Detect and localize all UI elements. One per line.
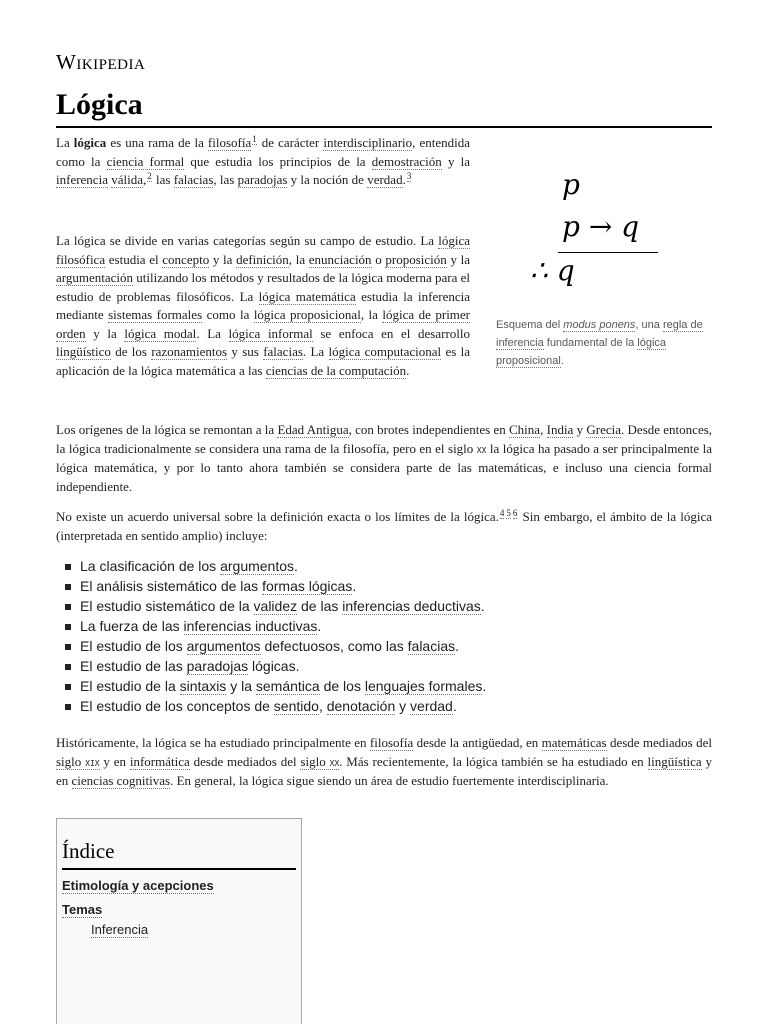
text: El estudio de las (80, 658, 187, 674)
link-inferencias-inductivas[interactable]: inferencias inductivas (183, 618, 318, 634)
paragraph-intro (56, 134, 470, 190)
link-verdad-2[interactable]: verdad (410, 698, 453, 714)
text: , (142, 172, 147, 187)
link-logica-primer-orden[interactable]: lógica de primer orden (56, 307, 471, 341)
text: Históricamente, la lógica se ha estudiado principalmente en (56, 735, 370, 750)
text: desde la antigüedad, en (413, 735, 542, 750)
toc-item-label: Inferencia (91, 922, 149, 937)
link-ciencias-computacion[interactable]: ciencias de la computación (265, 362, 407, 378)
text: de carácter (257, 135, 324, 150)
text: , (540, 422, 547, 437)
ref-2[interactable]: 2 (147, 170, 152, 181)
text: Los orígenes de la lógica se remontan a la (56, 422, 278, 437)
link-linguistico[interactable]: lingüístico (56, 344, 111, 359)
link-falacias-2[interactable]: falacias (263, 344, 303, 359)
text: , entendida como la (56, 135, 470, 169)
link-china[interactable]: China (509, 422, 541, 437)
link-filosofia-2[interactable]: filosofía (369, 735, 414, 750)
link-argumentos[interactable]: argumentos (220, 558, 295, 574)
century-numeral: xix (85, 755, 100, 769)
text: El estudio de la (80, 678, 180, 694)
text: y la (446, 251, 470, 267)
text: se enfoca en el desarrollo (312, 325, 470, 341)
figure-modus-ponens (496, 160, 712, 370)
link-edad-antigua[interactable]: Edad Antigua (277, 422, 349, 437)
text: defectuosos, como las (260, 638, 408, 654)
text: y la noción de (287, 172, 368, 187)
link-siglo-xix[interactable] (56, 754, 100, 770)
text: . Desde entonces, la lógica tradicionalmente se considera una rama de la filosofía, pero en el siglo (56, 422, 713, 456)
toc-item-label: Temas (62, 902, 103, 917)
text: y (395, 698, 411, 714)
link-india[interactable]: India (546, 422, 574, 437)
text: la lógica ha pasado a ser principalmente la lógica matemática, y por lo tanto ahora también se considera parte de las matemáticas, e incluso una ciencia formal independiente. (56, 440, 712, 494)
text: La clasificación de los (80, 558, 221, 574)
paragraph-origins (56, 421, 712, 496)
link-sintaxis[interactable]: sintaxis (179, 678, 227, 694)
text: El análisis sistemático de las (80, 578, 263, 594)
link-definicion[interactable]: definición (236, 251, 289, 267)
text: Esquema del (496, 319, 564, 331)
list-item (62, 576, 702, 596)
list-item (62, 656, 702, 676)
figure-caption (496, 316, 712, 370)
link-logica-proposicional-caption[interactable]: lógica proposicional (496, 337, 667, 367)
text: La lógica se divide en varias categorías según su campo de estudio. La (56, 233, 439, 248)
link-linguistica[interactable]: lingüística (647, 753, 702, 769)
ref-3[interactable]: 3 (406, 170, 412, 181)
text: . Más recientemente, la lógica también se ha estudiado en (339, 753, 648, 769)
list-item (62, 596, 702, 616)
link-inferencia[interactable]: inferencia (56, 172, 108, 187)
text: y en (99, 753, 130, 769)
link-matematicas[interactable]: matemáticas (541, 735, 607, 750)
toc-title: Índice (62, 839, 296, 870)
text: de las (297, 598, 343, 614)
text: . (452, 698, 457, 714)
text: , (318, 698, 327, 714)
text: . (294, 558, 298, 574)
link-siglo-xx[interactable] (300, 754, 339, 770)
link-enunciacion[interactable]: enunciación (308, 251, 372, 267)
text: La (56, 135, 74, 150)
century-numeral: xx (329, 755, 340, 769)
table-of-contents (56, 818, 302, 1024)
text: . (406, 362, 410, 378)
wikipedia-logo[interactable]: Wikipedia (56, 50, 146, 74)
list-item (62, 696, 702, 716)
formula-line-premise: p (562, 168, 580, 201)
toc-item-label: Etimología y acepciones (62, 878, 214, 893)
ref-5[interactable]: 5 (506, 507, 511, 518)
link-concepto[interactable]: concepto (162, 251, 210, 267)
link-falacias[interactable]: falacias (173, 172, 214, 187)
text: No existe un acuerdo universal sobre la definición exacta o los límites de la lógica. (56, 509, 499, 524)
link-regla-inferencia[interactable]: regla de inferencia (496, 319, 703, 349)
formula-line-implication: p → q (562, 210, 640, 243)
link-logica-informal[interactable]: lógica informal (228, 325, 313, 341)
text: que estudia los principios de la (184, 153, 372, 169)
text: . (455, 638, 459, 654)
text: . (560, 355, 564, 367)
link-paradojas[interactable]: paradojas (237, 172, 288, 187)
toc-item-temas[interactable] (62, 900, 296, 920)
text: de los (110, 344, 152, 359)
link-interdisciplinario[interactable]: interdisciplinario (323, 135, 413, 150)
formula-image[interactable] (496, 160, 712, 310)
link-razonamientos[interactable]: razonamientos (151, 344, 228, 359)
link-inferencias-deductivas[interactable]: inferencias deductivas (342, 598, 481, 614)
text: , la (360, 307, 383, 322)
text: estudia el (105, 251, 163, 267)
text: lógicas. (248, 658, 300, 674)
list-item (62, 636, 702, 656)
text: fundamental de la (543, 337, 638, 349)
link-lenguajes-formales[interactable]: lenguajes formales (364, 678, 483, 694)
link-sistemas-formales[interactable]: sistemas formales (108, 307, 203, 322)
link-denotacion[interactable]: denotación (326, 698, 396, 714)
text: utilizando los métodos y resultados de la lógica moderna para el estudio de problemas filosóficos. La (56, 270, 470, 304)
link-ciencias-cognitivas[interactable]: ciencias cognitivas (71, 773, 171, 788)
link-grecia[interactable]: Grecia (586, 422, 622, 437)
text: . En general, la lógica sigue siendo un área de estudio fuertemente interdisciplinaria. (170, 773, 609, 788)
text: desde mediados del (606, 735, 712, 750)
link-logica-modal[interactable]: lógica modal (124, 325, 197, 341)
toc-item-etimologia[interactable] (62, 876, 296, 896)
text: y la (209, 251, 237, 267)
text: . La (196, 325, 229, 341)
text: . (480, 598, 485, 614)
link-modus-ponens[interactable]: modus ponens (563, 319, 636, 331)
text: y (573, 422, 587, 437)
link-logica-matematica[interactable]: lógica matemática (258, 288, 356, 304)
link-demostracion[interactable]: demostración (371, 153, 442, 169)
text: . (482, 678, 487, 694)
text: las (152, 172, 174, 187)
link-filosofia[interactable]: filosofía (207, 135, 252, 150)
text: . (317, 618, 322, 634)
link-validez[interactable]: validez (253, 598, 298, 614)
text: La fuerza de las (80, 618, 184, 634)
link-formas-logicas[interactable]: formas lógicas (262, 578, 353, 594)
text: El estudio de los (80, 638, 187, 654)
text: , las (213, 172, 238, 187)
century-numeral: xx (476, 442, 487, 456)
text: y sus (227, 344, 264, 359)
text: , una (635, 319, 663, 331)
text: es la aplicación de la lógica matemática a las (56, 344, 470, 378)
link-logica-proposicional[interactable]: lógica proposicional (253, 307, 361, 322)
text: . (402, 172, 406, 187)
link-argumentos-2[interactable]: argumentos (186, 638, 261, 654)
link-paradojas-2[interactable]: paradojas (186, 658, 249, 674)
list-item (62, 676, 702, 696)
text: estudia la inferencia mediante (56, 288, 470, 322)
link-valida[interactable]: válida (111, 172, 143, 187)
link-verdad[interactable]: verdad (367, 172, 403, 187)
text: , con brotes independientes en (348, 422, 510, 437)
text: es una rama de la (106, 135, 208, 150)
link-argumentacion[interactable]: argumentación (56, 270, 134, 285)
text: siglo (56, 753, 82, 769)
ref-6[interactable]: 6 (512, 507, 518, 518)
text: y la (85, 325, 125, 341)
link-ciencia-formal[interactable]: ciencia formal (106, 153, 185, 169)
scope-list (62, 556, 702, 716)
ref-1[interactable]: 1 (252, 133, 257, 144)
paragraph-scope (56, 508, 712, 545)
link-informatica[interactable]: informática (129, 753, 190, 769)
link-logica-computacional[interactable]: lógica computacional (328, 344, 442, 359)
text: de los (319, 678, 365, 694)
list-item (62, 556, 702, 576)
text: y la (441, 153, 470, 169)
text: y en (56, 753, 713, 788)
text: El estudio sistemático de la (80, 598, 254, 614)
text: como la (202, 307, 254, 322)
text: . La (302, 344, 329, 359)
text: Sin embargo, el ámbito de la lógica (interpretada en sentido amplio) incluye: (56, 509, 712, 543)
text: , la (288, 251, 309, 267)
formula-rule (558, 252, 658, 253)
list-item (62, 616, 702, 636)
ref-4[interactable]: 4 (499, 507, 505, 518)
paragraph-categories (56, 232, 470, 380)
bold-term: lógica (73, 135, 107, 150)
text: . (352, 578, 357, 594)
link-sentido[interactable]: sentido (273, 698, 319, 714)
text: El estudio de los conceptos de (80, 698, 274, 714)
formula-line-conclusion: ∴ q (530, 254, 575, 287)
link-logica-filosofica[interactable]: lógica filosófica (56, 233, 470, 267)
page-title: Lógica (56, 86, 712, 128)
text: siglo (300, 753, 326, 769)
toc-item-inferencia[interactable] (62, 920, 296, 940)
link-semantica[interactable]: semántica (255, 678, 320, 694)
paragraph-history (56, 734, 712, 791)
link-falacias-3[interactable]: falacias (407, 638, 456, 654)
text: y la (226, 678, 256, 694)
text: o (371, 251, 386, 267)
link-proposicion[interactable]: proposición (385, 251, 447, 267)
text: desde mediados del (189, 753, 301, 769)
